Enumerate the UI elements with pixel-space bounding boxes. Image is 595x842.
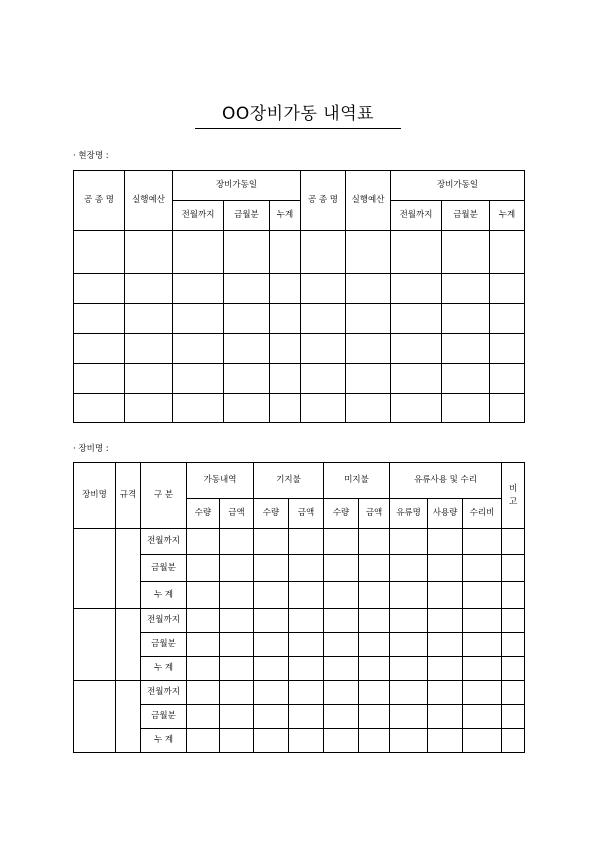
prev-month-header-2: 전월까지	[391, 201, 442, 231]
remarks-char-1: 비	[508, 483, 518, 494]
page-title: OO장비가동 내역표	[221, 104, 375, 124]
row-label-prev-month: 전월까지	[141, 529, 187, 555]
remarks-char-2: 고	[508, 496, 518, 507]
table-row	[74, 681, 525, 705]
site-name-label: · 현장명 :	[73, 151, 109, 161]
table-row	[74, 231, 525, 274]
this-month-header-2: 금월분	[442, 201, 490, 231]
table-row	[74, 657, 525, 681]
table-row	[74, 334, 525, 364]
table-row	[74, 582, 525, 609]
budget-header-2: 실행예산	[346, 171, 391, 231]
row-label-this-month: 금월분	[141, 555, 187, 582]
cumulative-header-2: 누계	[490, 201, 525, 231]
cumulative-header: 누계	[270, 201, 301, 231]
equipment-name-header: 장비명	[74, 463, 116, 529]
amount-header: 금액	[220, 499, 254, 529]
repair-cost-header: 수리비	[463, 499, 502, 529]
equipment-operation-table	[73, 170, 525, 423]
operation-header: 가동내역	[187, 463, 254, 499]
prev-month-header: 전월까지	[173, 201, 224, 231]
table-row	[74, 609, 525, 633]
table-row	[74, 633, 525, 657]
table-row	[74, 274, 525, 304]
table-row	[74, 364, 525, 394]
row-label-cumulative: 누 계	[141, 657, 187, 681]
fuel-repair-header: 유류사용 및 수리	[390, 463, 502, 499]
table-row	[74, 729, 525, 753]
qty-header: 수량	[324, 499, 359, 529]
fuel-name-header: 유류명	[390, 499, 428, 529]
paid-header: 기지불	[254, 463, 324, 499]
row-label-prev-month: 전월까지	[141, 681, 187, 705]
category-header: 구 분	[141, 463, 187, 529]
equipment-cost-table	[73, 462, 525, 753]
qty-header: 수량	[254, 499, 289, 529]
equipment-days-header-2: 장비가동일	[391, 171, 525, 201]
amount-header: 금액	[289, 499, 324, 529]
qty-header: 수량	[187, 499, 220, 529]
project-header: 공 종 명	[74, 171, 125, 231]
spec-header: 규격	[116, 463, 141, 529]
remarks-header	[502, 463, 525, 529]
this-month-header: 금월분	[224, 201, 270, 231]
table-row	[74, 705, 525, 729]
amount-header: 금액	[359, 499, 390, 529]
table-row	[74, 555, 525, 582]
usage-header: 사용량	[428, 499, 463, 529]
budget-header: 실행예산	[125, 171, 173, 231]
row-label-prev-month: 전월까지	[141, 609, 187, 633]
row-label-this-month: 금월분	[141, 705, 187, 729]
row-label-this-month: 금월분	[141, 633, 187, 657]
unpaid-header: 미지불	[324, 463, 390, 499]
table-row	[74, 529, 525, 555]
row-label-cumulative: 누 계	[141, 582, 187, 609]
title-underline	[195, 128, 401, 129]
row-label-cumulative: 누 계	[141, 729, 187, 753]
equipment-name-label: · 장비명 :	[73, 444, 109, 454]
equipment-days-header: 장비가동일	[173, 171, 301, 201]
table-row	[74, 394, 525, 423]
table-row	[74, 304, 525, 334]
project-header-2: 공 종 명	[301, 171, 346, 231]
